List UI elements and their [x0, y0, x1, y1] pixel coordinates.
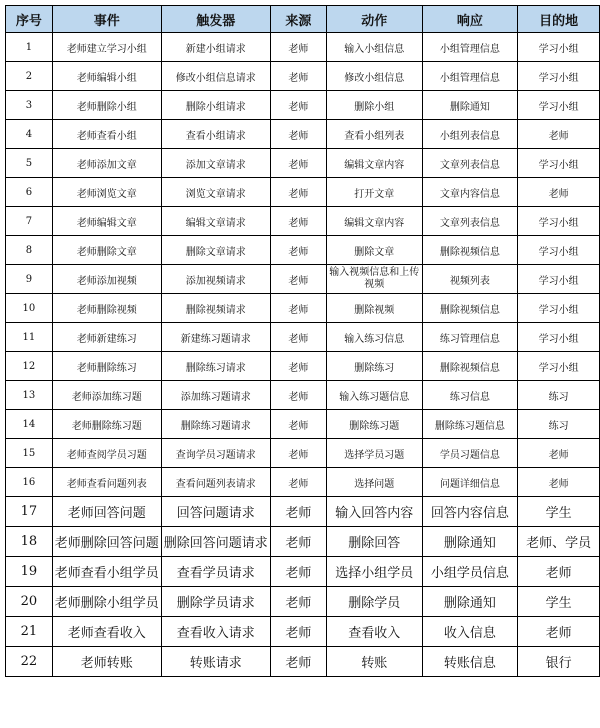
cell-response: 文章列表信息	[422, 207, 518, 236]
cell-index: 15	[6, 439, 53, 468]
cell-response: 练习信息	[422, 381, 518, 410]
cell-trigger: 编辑文章请求	[161, 207, 270, 236]
table-row	[6, 439, 600, 468]
cell-index: 7	[6, 207, 53, 236]
cell-action: 查看收入	[326, 617, 422, 647]
cell-index: 6	[6, 178, 53, 207]
cell-response: 删除视频信息	[422, 352, 518, 381]
header-destination: 目的地	[518, 6, 600, 33]
cell-trigger: 删除文章请求	[161, 236, 270, 265]
cell-action: 查看小组列表	[326, 120, 422, 149]
cell-index: 22	[6, 647, 53, 677]
cell-index: 2	[6, 62, 53, 91]
cell-event: 老师转账	[52, 647, 161, 677]
cell-destination: 学生	[518, 587, 600, 617]
cell-action: 删除练习	[326, 352, 422, 381]
table-row	[6, 120, 600, 149]
cell-action: 输入回答内容	[326, 497, 422, 527]
cell-event: 老师删除练习题	[52, 410, 161, 439]
table-body	[6, 33, 600, 677]
cell-event: 老师编辑文章	[52, 207, 161, 236]
cell-action: 输入练习信息	[326, 323, 422, 352]
cell-event: 老师删除小组学员	[52, 587, 161, 617]
cell-response: 文章内容信息	[422, 178, 518, 207]
cell-source: 老师	[270, 178, 326, 207]
cell-event: 老师浏览文章	[52, 178, 161, 207]
table-row	[6, 62, 600, 91]
cell-trigger: 修改小组信息请求	[161, 62, 270, 91]
cell-source: 老师	[270, 617, 326, 647]
cell-index: 4	[6, 120, 53, 149]
cell-source: 老师	[270, 207, 326, 236]
header-response: 响应	[422, 6, 518, 33]
cell-destination: 老师、学员	[518, 527, 600, 557]
cell-destination: 学习小组	[518, 207, 600, 236]
cell-destination: 学习小组	[518, 236, 600, 265]
cell-event: 老师建立学习小组	[52, 33, 161, 62]
cell-index: 10	[6, 294, 53, 323]
cell-source: 老师	[270, 294, 326, 323]
cell-event: 老师添加文章	[52, 149, 161, 178]
cell-response: 视频列表	[422, 265, 518, 294]
cell-destination: 学习小组	[518, 294, 600, 323]
cell-destination: 学生	[518, 497, 600, 527]
cell-response: 收入信息	[422, 617, 518, 647]
cell-source: 老师	[270, 381, 326, 410]
cell-destination: 老师	[518, 120, 600, 149]
cell-index: 8	[6, 236, 53, 265]
header-action: 动作	[326, 6, 422, 33]
table-row	[6, 149, 600, 178]
cell-trigger: 新建练习题请求	[161, 323, 270, 352]
cell-response: 删除练习题信息	[422, 410, 518, 439]
cell-index: 18	[6, 527, 53, 557]
cell-event: 老师删除回答问题	[52, 527, 161, 557]
cell-trigger: 查询学员习题请求	[161, 439, 270, 468]
cell-source: 老师	[270, 647, 326, 677]
cell-response: 小组学员信息	[422, 557, 518, 587]
cell-source: 老师	[270, 91, 326, 120]
cell-event: 老师查看小组学员	[52, 557, 161, 587]
cell-action: 删除视频	[326, 294, 422, 323]
cell-response: 小组管理信息	[422, 62, 518, 91]
cell-destination: 练习	[518, 410, 600, 439]
header-trigger: 触发器	[161, 6, 270, 33]
table-row	[6, 497, 600, 527]
cell-response: 小组列表信息	[422, 120, 518, 149]
cell-event: 老师查看问题列表	[52, 468, 161, 497]
cell-index: 12	[6, 352, 53, 381]
table-row	[6, 617, 600, 647]
cell-trigger: 添加视频请求	[161, 265, 270, 294]
header-row	[6, 6, 600, 33]
cell-index: 17	[6, 497, 53, 527]
cell-response: 删除通知	[422, 91, 518, 120]
table-row	[6, 381, 600, 410]
cell-index: 21	[6, 617, 53, 647]
cell-destination: 学习小组	[518, 149, 600, 178]
table-row	[6, 294, 600, 323]
table-row	[6, 527, 600, 557]
cell-event: 老师删除视频	[52, 294, 161, 323]
cell-response: 删除通知	[422, 527, 518, 557]
cell-trigger: 添加文章请求	[161, 149, 270, 178]
cell-response: 删除通知	[422, 587, 518, 617]
cell-destination: 学习小组	[518, 323, 600, 352]
cell-action: 删除文章	[326, 236, 422, 265]
table-row	[6, 91, 600, 120]
event-table-container	[5, 5, 600, 677]
cell-index: 9	[6, 265, 53, 294]
cell-action: 删除回答	[326, 527, 422, 557]
cell-trigger: 删除学员请求	[161, 587, 270, 617]
cell-trigger: 回答问题请求	[161, 497, 270, 527]
cell-trigger: 转账请求	[161, 647, 270, 677]
cell-action: 编辑文章内容	[326, 207, 422, 236]
table-row	[6, 410, 600, 439]
cell-action: 输入练习题信息	[326, 381, 422, 410]
cell-source: 老师	[270, 527, 326, 557]
cell-destination: 老师	[518, 617, 600, 647]
cell-action: 选择学员习题	[326, 439, 422, 468]
cell-response: 转账信息	[422, 647, 518, 677]
cell-trigger: 删除视频请求	[161, 294, 270, 323]
cell-event: 老师查阅学员习题	[52, 439, 161, 468]
cell-destination: 学习小组	[518, 265, 600, 294]
cell-response: 删除视频信息	[422, 294, 518, 323]
cell-trigger: 删除小组请求	[161, 91, 270, 120]
cell-event: 老师删除小组	[52, 91, 161, 120]
cell-action: 选择小组学员	[326, 557, 422, 587]
table-row	[6, 352, 600, 381]
cell-event: 老师添加练习题	[52, 381, 161, 410]
cell-event: 老师删除练习	[52, 352, 161, 381]
cell-destination: 学习小组	[518, 352, 600, 381]
cell-event: 老师查看收入	[52, 617, 161, 647]
cell-source: 老师	[270, 236, 326, 265]
cell-trigger: 浏览文章请求	[161, 178, 270, 207]
cell-action: 转账	[326, 647, 422, 677]
cell-response: 学员习题信息	[422, 439, 518, 468]
cell-event: 老师删除文章	[52, 236, 161, 265]
cell-trigger: 查看小组请求	[161, 120, 270, 149]
cell-trigger: 添加练习题请求	[161, 381, 270, 410]
table-row	[6, 265, 600, 294]
event-table	[5, 5, 600, 677]
cell-action: 输入小组信息	[326, 33, 422, 62]
cell-event: 老师新建练习	[52, 323, 161, 352]
cell-action: 选择问题	[326, 468, 422, 497]
cell-index: 16	[6, 468, 53, 497]
cell-action: 打开文章	[326, 178, 422, 207]
cell-action: 删除学员	[326, 587, 422, 617]
cell-index: 20	[6, 587, 53, 617]
cell-destination: 老师	[518, 557, 600, 587]
cell-trigger: 删除回答问题请求	[161, 527, 270, 557]
cell-trigger: 查看收入请求	[161, 617, 270, 647]
cell-action: 输入视频信息和上传视频	[326, 265, 422, 294]
cell-source: 老师	[270, 323, 326, 352]
cell-destination: 学习小组	[518, 62, 600, 91]
table-row	[6, 557, 600, 587]
cell-action: 修改小组信息	[326, 62, 422, 91]
cell-event: 老师编辑小组	[52, 62, 161, 91]
cell-event: 老师回答问题	[52, 497, 161, 527]
cell-source: 老师	[270, 352, 326, 381]
cell-index: 13	[6, 381, 53, 410]
cell-response: 小组管理信息	[422, 33, 518, 62]
cell-source: 老师	[270, 497, 326, 527]
cell-destination: 老师	[518, 439, 600, 468]
cell-index: 14	[6, 410, 53, 439]
cell-response: 删除视频信息	[422, 236, 518, 265]
table-row	[6, 647, 600, 677]
cell-destination: 银行	[518, 647, 600, 677]
table-row	[6, 587, 600, 617]
cell-source: 老师	[270, 410, 326, 439]
cell-index: 1	[6, 33, 53, 62]
cell-source: 老师	[270, 62, 326, 91]
cell-index: 5	[6, 149, 53, 178]
table-row	[6, 178, 600, 207]
cell-source: 老师	[270, 33, 326, 62]
header-source: 来源	[270, 6, 326, 33]
cell-event: 老师查看小组	[52, 120, 161, 149]
cell-source: 老师	[270, 120, 326, 149]
header-index: 序号	[6, 6, 53, 33]
cell-source: 老师	[270, 265, 326, 294]
cell-index: 11	[6, 323, 53, 352]
cell-response: 回答内容信息	[422, 497, 518, 527]
cell-trigger: 删除练习题请求	[161, 410, 270, 439]
cell-source: 老师	[270, 439, 326, 468]
cell-trigger: 查看问题列表请求	[161, 468, 270, 497]
cell-trigger: 新建小组请求	[161, 33, 270, 62]
cell-index: 19	[6, 557, 53, 587]
cell-action: 删除小组	[326, 91, 422, 120]
cell-source: 老师	[270, 149, 326, 178]
table-row	[6, 236, 600, 265]
header-event: 事件	[52, 6, 161, 33]
cell-destination: 学习小组	[518, 91, 600, 120]
cell-event: 老师添加视频	[52, 265, 161, 294]
cell-response: 文章列表信息	[422, 149, 518, 178]
table-header	[6, 6, 600, 33]
cell-action: 删除练习题	[326, 410, 422, 439]
cell-destination: 老师	[518, 178, 600, 207]
cell-trigger: 查看学员请求	[161, 557, 270, 587]
table-row	[6, 468, 600, 497]
cell-trigger: 删除练习请求	[161, 352, 270, 381]
table-row	[6, 323, 600, 352]
cell-destination: 学习小组	[518, 33, 600, 62]
cell-action: 编辑文章内容	[326, 149, 422, 178]
cell-source: 老师	[270, 587, 326, 617]
cell-destination: 练习	[518, 381, 600, 410]
cell-source: 老师	[270, 557, 326, 587]
cell-source: 老师	[270, 468, 326, 497]
cell-response: 练习管理信息	[422, 323, 518, 352]
cell-index: 3	[6, 91, 53, 120]
cell-destination: 老师	[518, 468, 600, 497]
table-row	[6, 33, 600, 62]
table-row	[6, 207, 600, 236]
cell-response: 问题详细信息	[422, 468, 518, 497]
